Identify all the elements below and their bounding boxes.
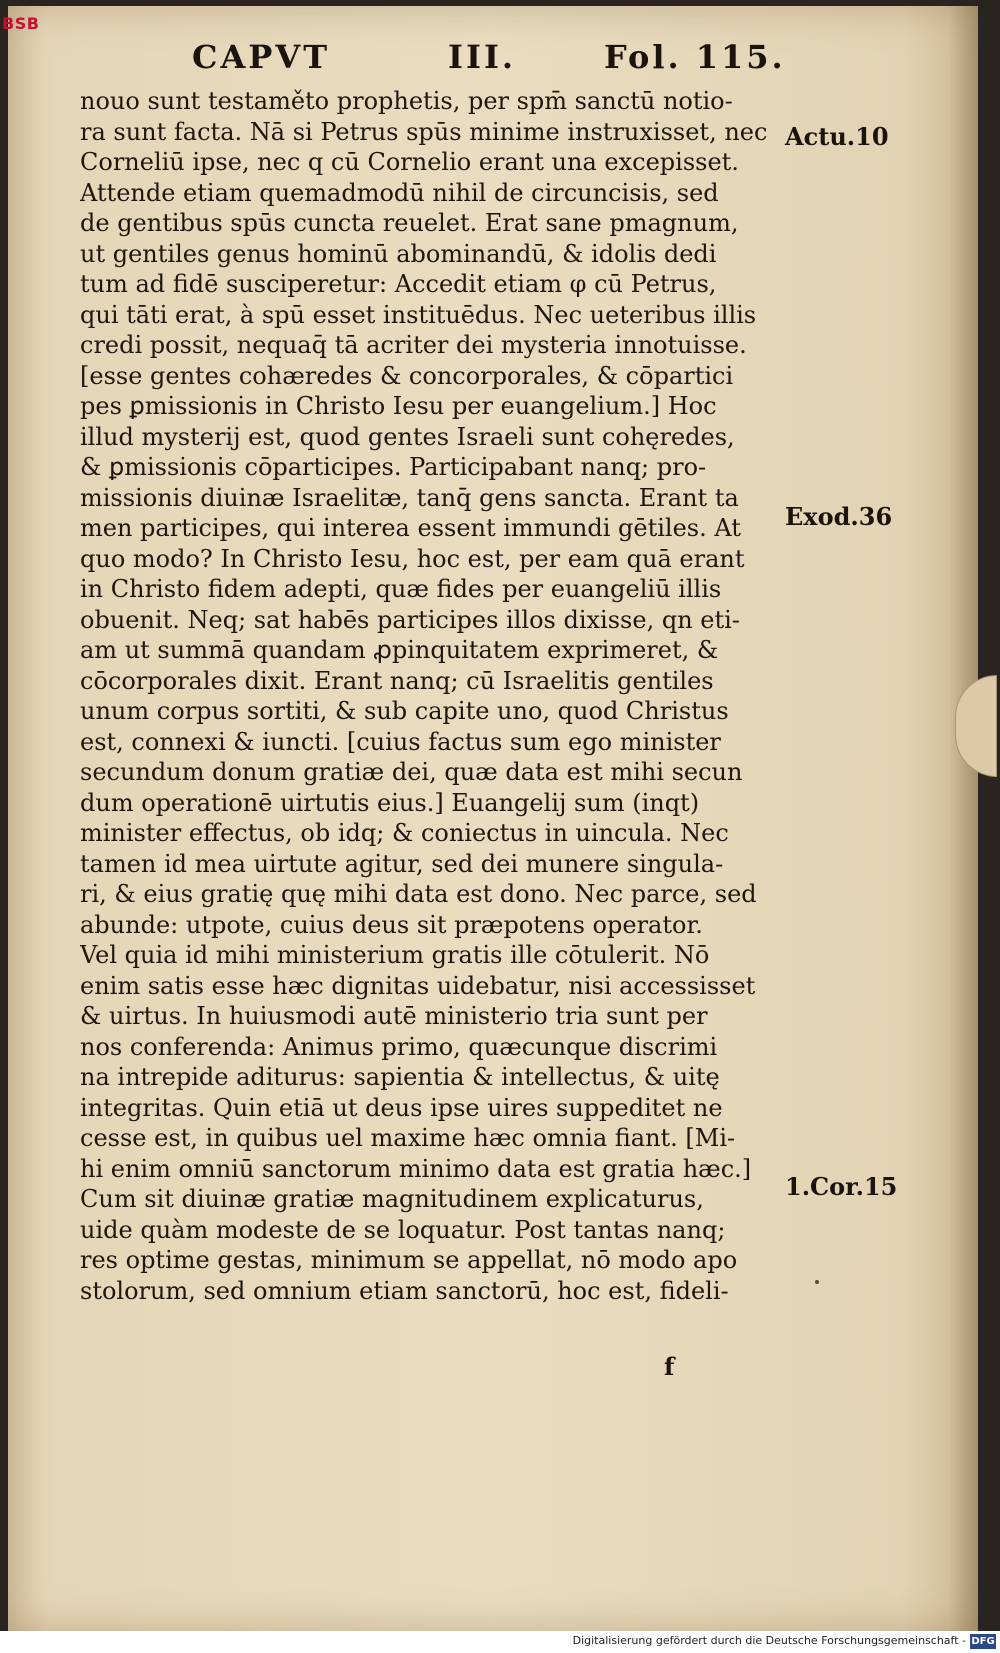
- text-line: cōcorporales dixit. Erant nanq; cū Israelitis gentiles: [80, 666, 714, 695]
- body-text: [80, 86, 780, 1306]
- text-line: men participes, qui interea essent immundi gētiles. At: [80, 514, 741, 542]
- text-line: abunde: utpote, cuius deus sit præpotens operator.: [80, 910, 703, 939]
- page-edge-shadow: [948, 6, 978, 1631]
- text-line: secundum donum gratiæ dei, quæ data est mihi secun: [80, 758, 743, 786]
- text-line: [esse gentes cohæredes & concorporales, & cōpartici: [80, 361, 734, 390]
- text-line: de gentibus spūs cuncta reuelet. Erat sane pmagnum,: [80, 209, 739, 237]
- text-line: pes ꝑmissionis in Christo Iesu per euangelium.] Hoc: [80, 392, 717, 420]
- text-line: & uirtus. In huiusmodi autē ministerio tria sunt per: [80, 1002, 708, 1030]
- running-head-folio: Fol. 115.: [604, 38, 786, 76]
- text-line: Cum sit diuinæ gratiæ magnitudinem explicaturus,: [80, 1185, 704, 1213]
- text-line: minister effectus, ob idq; & coniectus in uincula. Nec: [80, 819, 729, 847]
- text-line: tum ad fidē susciperetur: Accedit etiam φ cū Petrus,: [80, 270, 717, 298]
- text-line: tamen id mea uirtute agitur, sed dei munere singula-: [80, 849, 724, 878]
- marginal-note-exodus: Exod.36: [785, 502, 893, 531]
- dfg-credit-text: Digitalisierung gefördert durch die Deutsche Forschungsgemeinschaft -: [572, 1634, 966, 1647]
- text-line: & ꝑmissionis cōparticipes. Participabant nanq; pro-: [80, 453, 707, 481]
- running-head-chapter: III.: [448, 38, 517, 76]
- text-line: uide quàm modeste de se loquatur. Post tantas nanq;: [80, 1215, 726, 1244]
- text-line: stolorum, sed omnium etiam sanctorū, hoc est, fideli-: [80, 1276, 729, 1305]
- text-line: nouo sunt testaměto prophetis, per spm̄ sanctū notio-: [80, 87, 733, 115]
- text-line: in Christo fidem adepti, quæ fides per euangeliū illis: [80, 575, 722, 603]
- text-line: enim satis esse hæc dignitas uidebatur, nisi accessisset: [80, 971, 756, 1000]
- text-line: obuenit. Neq; sat habēs participes illos dixisse, qn eti-: [80, 605, 740, 634]
- signature-mark: f: [664, 1352, 675, 1381]
- marginal-note-corinthians: 1.Cor.15: [785, 1172, 898, 1201]
- text-line: am ut summā quandam ꝓpinquitatem exprimeret, &: [80, 636, 719, 664]
- text-line: nos conferenda: Animus primo, quæcunque discrimi: [80, 1032, 718, 1061]
- text-line: ri, & eius gratię quę mihi data est dono. Nec parce, sed: [80, 880, 757, 908]
- text-line: Attende etiam quemadmodū nihil de circuncisis, sed: [80, 178, 719, 207]
- text-line: Corneliū ipse, nec q cū Cornelio erant una excepisset.: [80, 148, 739, 176]
- text-line: ra sunt facta. Nā si Petrus spūs minime instruxisset, nec: [80, 117, 768, 146]
- text-line: quo modo? In Christo Iesu, hoc est, per eam quā erant: [80, 544, 745, 573]
- text-line: ut gentiles genus hominū abominandū, & idolis dedi: [80, 239, 717, 268]
- marginal-note-acts: Actu.10: [785, 122, 889, 151]
- text-line: hi enim omniū sanctorum minimo data est gratia hæc.]: [80, 1154, 752, 1183]
- text-line: est, connexi & iuncti. [cuius factus sum ego minister: [80, 727, 721, 756]
- text-line: na intrepide aditurus: sapientia & intellectus, & uitę: [80, 1063, 720, 1091]
- text-line: res optime gestas, minimum se appellat, nō modo apo: [80, 1246, 738, 1274]
- running-head-caput: CAPVT: [192, 38, 330, 76]
- text-line: dum operationē uirtutis eius.] Euangelij sum (inqt): [80, 788, 700, 817]
- text-line: Vel quia id mihi ministerium gratis ille cōtulerit. Nō: [80, 941, 710, 969]
- text-line: unum corpus sortiti, & sub capite uno, quod Christus: [80, 697, 729, 725]
- ink-speck: [815, 1280, 819, 1284]
- text-line: credi possit, nequaq̄ tā acriter dei mysteria innotuisse.: [80, 331, 747, 359]
- dfg-logo: DFG: [971, 1636, 995, 1647]
- text-line: integritas. Quin etiā ut deus ipse uires suppeditet ne: [80, 1093, 723, 1122]
- text-line: cesse est, in quibus uel maxime hæc omnia fiant. [Mi-: [80, 1124, 736, 1152]
- text-line: qui tāti erat, à spū esset instituēdus. Nec ueteribus illis: [80, 300, 757, 329]
- text-line: missionis diuinæ Israelitæ, tanq̄ gens sancta. Erant ta: [80, 483, 739, 512]
- text-line: illud mysterij est, quod gentes Israeli sunt cohęredes,: [80, 422, 735, 451]
- bsb-logo: BSB: [2, 14, 40, 33]
